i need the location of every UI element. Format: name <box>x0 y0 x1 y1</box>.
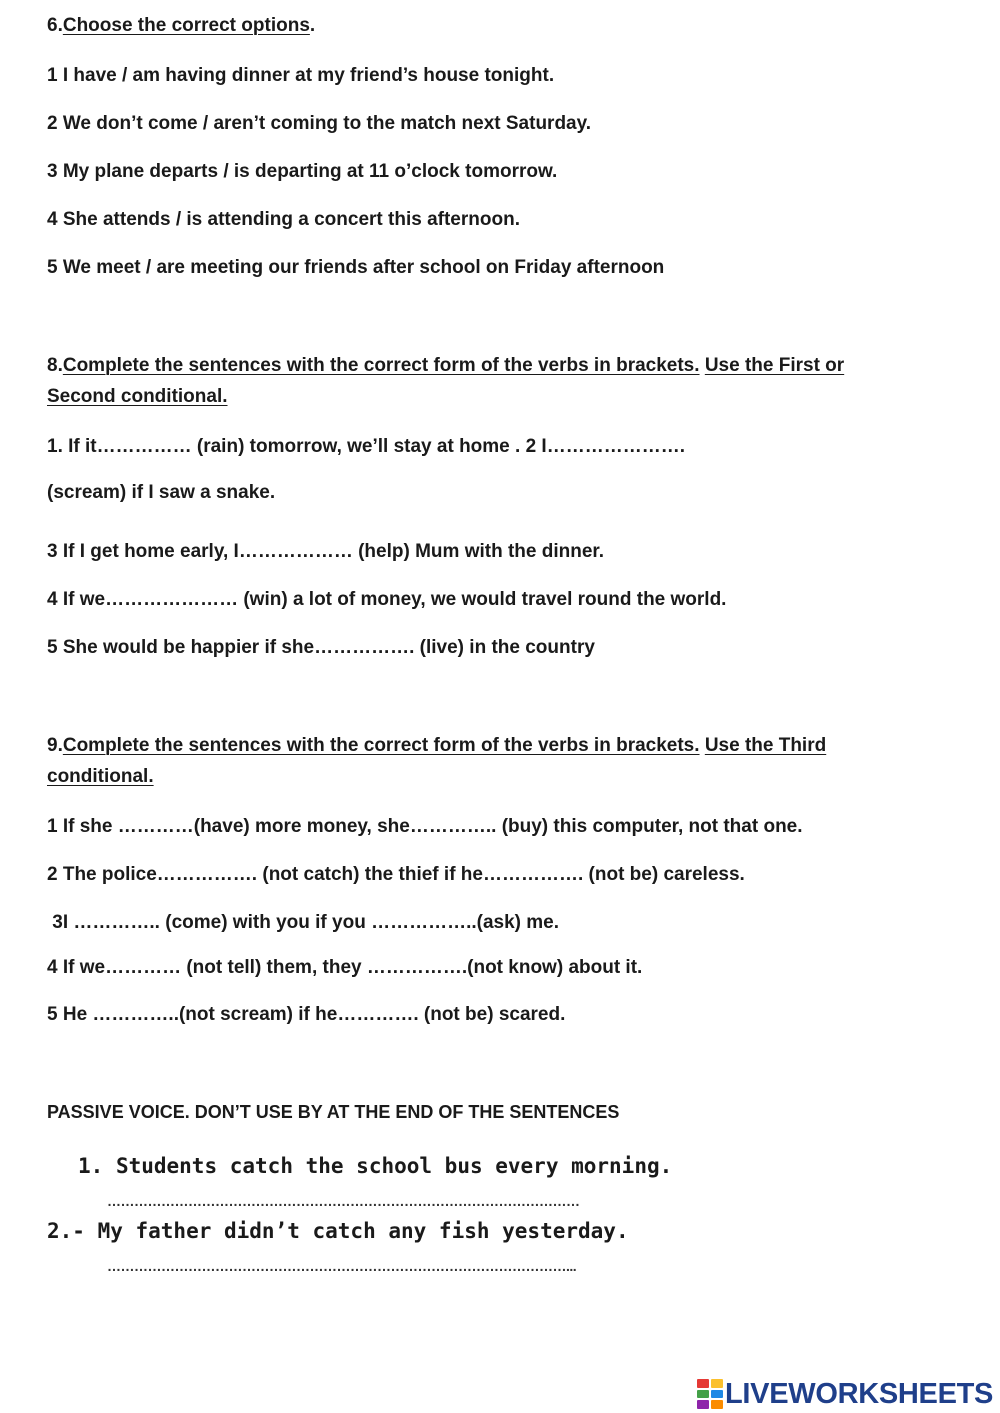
logo-block-1 <box>697 1379 709 1388</box>
section-6-heading <box>47 14 315 38</box>
logo-block-5 <box>697 1400 709 1409</box>
section-8-item-4: 4 If we………………… (win) a lot of money, we would travel round the world. <box>47 589 727 610</box>
section-6-title: Choose the correct options <box>62 15 310 36</box>
passive-item-2-dots: ………………………………………………………………………………………….. <box>107 1258 573 1274</box>
section-9-title-c: conditional. <box>47 766 154 787</box>
section-6-number: 6. <box>47 15 63 36</box>
section-9-number: 9. <box>47 735 63 756</box>
section-8-number: 8. <box>47 355 63 376</box>
liveworksheets-logo-icon <box>697 1379 723 1409</box>
section-6-item-1: 1 I have / am having dinner at my friend’s house tonight. <box>47 65 555 86</box>
section-6-period: . <box>309 15 316 36</box>
section-6-item-2: 2 We don’t come / aren’t coming to the match next Saturday. <box>47 113 592 134</box>
section-6-item-5: 5 We meet / are meeting our friends after school on Friday afternoon <box>47 257 665 278</box>
section-9-item-4: 4 If we………… (not tell) them, they …………….(not know) about it. <box>47 957 643 978</box>
passive-item-1-answer-line[interactable]: …………………………………………………………………………………………… <box>107 1193 580 1209</box>
section-9-heading <box>47 734 826 758</box>
section-9-item-5: 5 He …………..(not scream) if he…………. (not be) scared. <box>47 1004 566 1025</box>
passive-item-1-number: 1. <box>78 1154 104 1178</box>
liveworksheets-logo <box>697 1377 993 1411</box>
section-9-title-b: Use the Third <box>704 735 827 756</box>
section-8-title-b: Use the First or <box>704 355 845 376</box>
passive-item-2-text: 2.- My father didn’t catch any fish yesterday. <box>47 1219 629 1243</box>
section-9-item-2: 2 The police……………. (not catch) the thief if he……………. (not be) careless. <box>47 864 745 885</box>
passive-item-1-text: Students catch the school bus every morning. <box>115 1154 673 1178</box>
section-8-title-c: Second conditional. <box>47 386 228 407</box>
passive-item-2-answer-line[interactable] <box>107 1258 576 1274</box>
section-8-item-1b: (scream) if I saw a snake. <box>47 482 276 503</box>
section-6-item-3: 3 My plane departs / is departing at 11 o’clock tomorrow. <box>47 161 558 182</box>
section-9-item-1: 1 If she …………(have) more money, she………….. (buy) this computer, not that one. <box>47 816 803 837</box>
section-9-item-3: 3I ………….. (come) with you if you ……………..(ask) me. <box>47 912 560 933</box>
section-8-item-5: 5 She would be happier if she……………. (live) in the country <box>47 637 595 658</box>
section-6-item-4: 4 She attends / is attending a concert this afternoon. <box>47 209 520 230</box>
logo-block-6 <box>711 1400 723 1409</box>
section-9-title-a: Complete the sentences with the correct form of the verbs in brackets. <box>62 735 700 756</box>
logo-block-2 <box>711 1379 723 1388</box>
passive-item-1 <box>78 1154 672 1178</box>
passive-heading: PASSIVE VOICE. DON’T USE BY AT THE END OF THE SENTENCES <box>47 1102 620 1122</box>
liveworksheets-logo-text: LIVEWORKSHEETS <box>725 1377 994 1410</box>
logo-block-3 <box>697 1390 709 1399</box>
logo-block-4 <box>711 1390 723 1399</box>
section-8-item-1: 1. If it…………… (rain) tomorrow, we’ll stay at home . 2 I…………………. <box>47 436 685 457</box>
section-8-title-a: Complete the sentences with the correct form of the verbs in brackets. <box>62 355 700 376</box>
section-8-item-3: 3 If I get home early, I……………… (help) Mum with the dinner. <box>47 541 605 562</box>
passive-item-2-tail: . <box>572 1258 577 1274</box>
section-8-heading <box>47 354 844 378</box>
